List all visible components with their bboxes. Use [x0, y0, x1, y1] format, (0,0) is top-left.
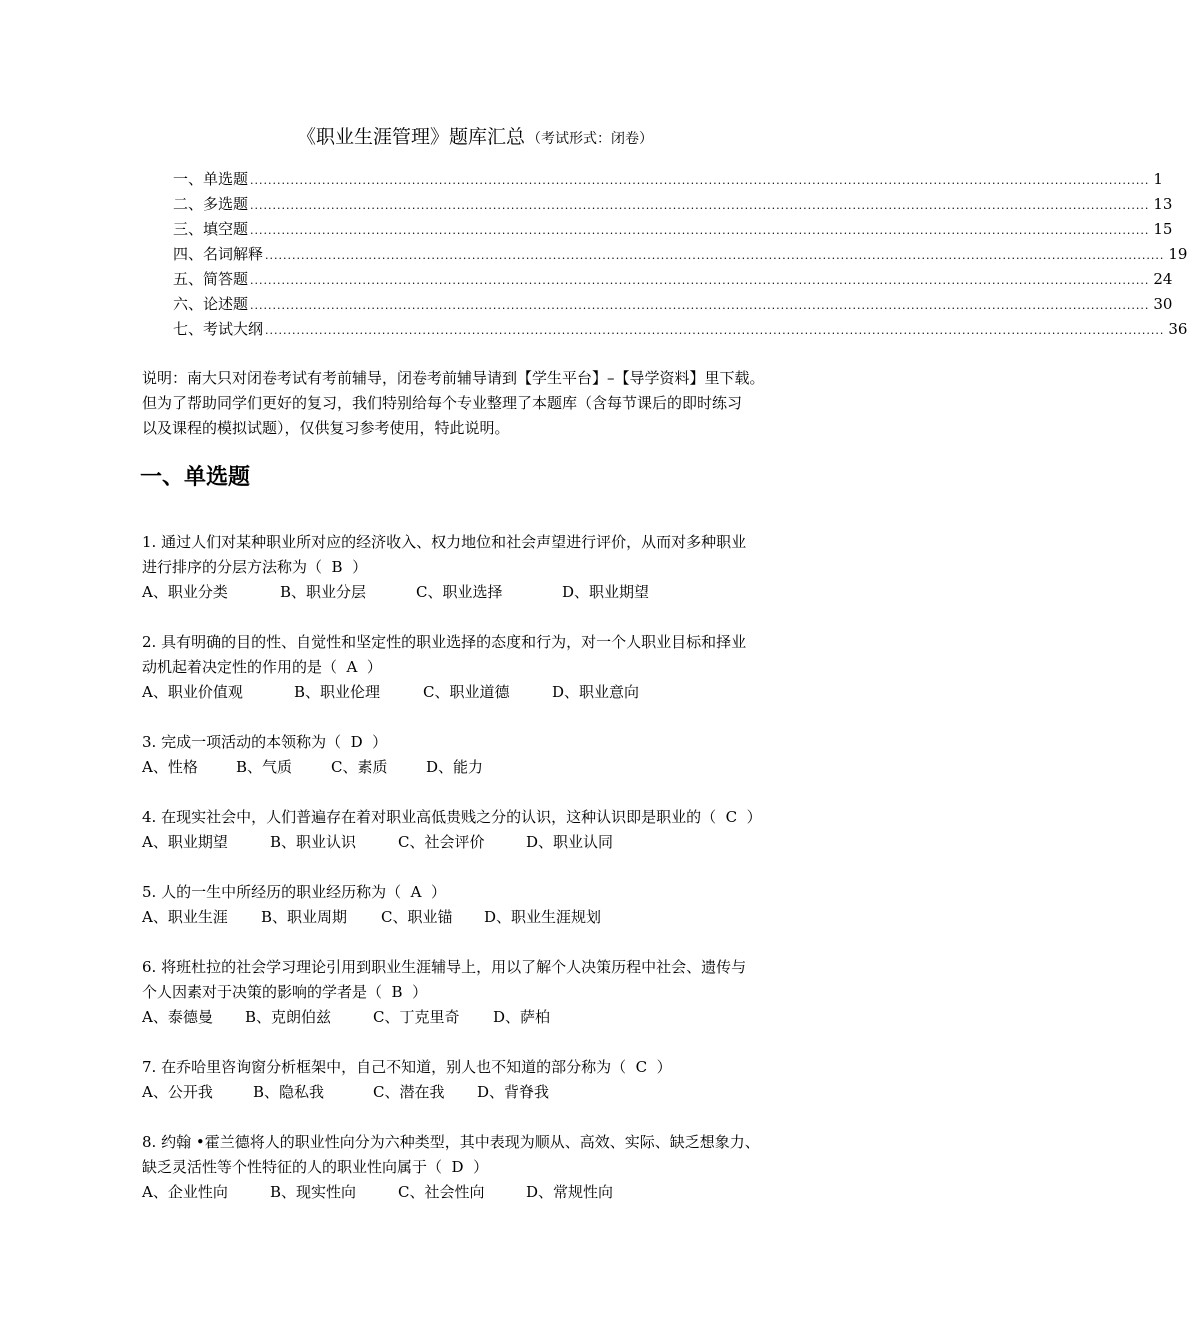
- option-d: D、能力: [426, 758, 484, 776]
- option-d: D、职业意向: [552, 683, 640, 701]
- document-title: 《职业生涯管理》题库汇总: [296, 126, 525, 148]
- question-item: [142, 530, 822, 605]
- option-c: C、职业道德: [423, 683, 510, 701]
- option-c: C、社会性向: [398, 1183, 485, 1201]
- question-list: [142, 530, 822, 1230]
- toc-entry-page: 13: [1153, 195, 1173, 213]
- option-c: C、职业选择: [416, 583, 503, 601]
- option-d: D、职业期望: [562, 583, 650, 601]
- option-a: A、泰德曼: [142, 1008, 213, 1026]
- option-a: A、职业生涯: [142, 908, 228, 926]
- note-line: 但为了帮助同学们更好的复习，我们特别给每个专业整理了本题库（含每节课后的即时练习: [142, 394, 743, 412]
- option-c: C、素质: [331, 758, 388, 776]
- question-stem-line: 个人因素对于决策的影响的学者是（ B ）: [142, 983, 428, 1001]
- toc-entry[interactable]: [173, 193, 1173, 218]
- toc-entry[interactable]: [173, 268, 1173, 293]
- toc-entry-label: 五、简答题: [173, 270, 249, 288]
- option-b: B、职业周期: [261, 908, 348, 926]
- option-d: D、职业生涯规划: [484, 908, 602, 926]
- toc-entry-label: 四、名词解释: [173, 245, 264, 263]
- toc-entry[interactable]: [173, 293, 1173, 318]
- question-stem-line: 进行排序的分层方法称为（ B ）: [142, 558, 368, 576]
- note-line: 说明：南大只对闭卷考试有考前辅导，闭卷考前辅导请到【学生平台】–【导学资料】里下载。: [142, 369, 765, 387]
- toc-entry-label: 三、填空题: [173, 220, 249, 238]
- option-a: A、职业价值观: [142, 683, 243, 701]
- exam-format-note: （考试形式：闭卷）: [527, 131, 653, 147]
- option-a: A、职业期望: [142, 833, 228, 851]
- question-item: [142, 1055, 822, 1105]
- option-a: A、职业分类: [142, 583, 228, 601]
- option-b: B、职业伦理: [294, 683, 381, 701]
- answer-options: [142, 905, 822, 930]
- option-b: B、隐私我: [253, 1083, 325, 1101]
- toc-leader-dots: ........................................................................................................................................................................................................: [265, 324, 1165, 337]
- question-stem-line: 2. 具有明确的目的性、自觉性和坚定性的职业选择的态度和行为，对一个人职业目标和择业: [142, 633, 747, 651]
- table-of-contents: [173, 168, 1187, 343]
- toc-entry-page: 15: [1153, 220, 1173, 238]
- question-item: [142, 805, 822, 855]
- option-b: B、职业认识: [270, 833, 357, 851]
- toc-entry-page: 24: [1153, 270, 1173, 288]
- question-stem-line: 5. 人的一生中所经历的职业经历称为（ A ）: [142, 883, 446, 901]
- answer-options: [142, 830, 822, 855]
- question-stem-line: 8. 约翰 •霍兰德将人的职业性向分为六种类型，其中表现为顺从、高效、实际、缺乏想象力、: [142, 1133, 760, 1151]
- option-d: D、职业认同: [526, 833, 614, 851]
- question-stem-line: 缺乏灵活性等个性特征的人的职业性向属于（ D ）: [142, 1158, 489, 1176]
- toc-entry-label: 一、单选题: [173, 170, 249, 188]
- toc-entry[interactable]: [173, 168, 1163, 193]
- answer-options: [142, 680, 822, 705]
- question-stem-line: 1. 通过人们对某种职业所对应的经济收入、权力地位和社会声望进行评价，从而对多种职业: [142, 533, 747, 551]
- option-b: B、克朗伯兹: [245, 1008, 332, 1026]
- option-a: A、性格: [142, 758, 198, 776]
- question-item: [142, 880, 822, 930]
- toc-entry-page: 1: [1153, 170, 1163, 188]
- toc-leader-dots: ........................................................................................................................................................................................................: [265, 249, 1165, 262]
- option-d: D、背脊我: [477, 1083, 550, 1101]
- toc-entry-page: 36: [1168, 320, 1187, 338]
- question-stem-line: 4. 在现实社会中，人们普遍存在着对职业高低贵贱之分的认识，这种认识即是职业的（ C ）: [142, 808, 762, 826]
- note-line: 以及课程的模拟试题），仅供复习参考使用，特此说明。: [142, 419, 510, 437]
- answer-options: [142, 580, 822, 605]
- option-b: B、气质: [236, 758, 293, 776]
- answer-options: [142, 1180, 822, 1205]
- question-item: [142, 630, 822, 705]
- toc-leader-dots: ........................................................................................................................................................................................................: [250, 174, 1150, 187]
- question-item: [142, 730, 822, 780]
- toc-entry-page: 30: [1153, 295, 1173, 313]
- toc-entry[interactable]: [173, 318, 1187, 343]
- toc-entry-label: 七、考试大纲: [173, 320, 264, 338]
- option-d: D、萨柏: [493, 1008, 551, 1026]
- option-d: D、常规性向: [526, 1183, 614, 1201]
- toc-entry-label: 二、多选题: [173, 195, 249, 213]
- toc-leader-dots: ........................................................................................................................................................................................................: [250, 224, 1150, 237]
- answer-options: [142, 1080, 822, 1105]
- option-c: C、潜在我: [373, 1083, 445, 1101]
- option-c: C、职业锚: [381, 908, 453, 926]
- toc-leader-dots: ........................................................................................................................................................................................................: [250, 274, 1150, 287]
- option-a: A、公开我: [142, 1083, 213, 1101]
- option-b: B、职业分层: [280, 583, 367, 601]
- question-item: [142, 955, 822, 1030]
- toc-entry-page: 19: [1168, 245, 1187, 263]
- option-c: C、丁克里奇: [373, 1008, 460, 1026]
- toc-entry[interactable]: [173, 243, 1187, 268]
- question-item: [142, 1130, 822, 1205]
- question-stem-line: 3. 完成一项活动的本领称为（ D ）: [142, 733, 388, 751]
- section-heading: 一、单选题: [140, 465, 251, 490]
- answer-options: [142, 755, 822, 780]
- question-stem-line: 动机起着决定性的作用的是（ A ）: [142, 658, 382, 676]
- option-b: B、现实性向: [270, 1183, 357, 1201]
- option-c: C、社会评价: [398, 833, 485, 851]
- toc-entry[interactable]: [173, 218, 1173, 243]
- question-stem-line: 7. 在乔哈里咨询窗分析框架中，自己不知道，别人也不知道的部分称为（ C ）: [142, 1058, 672, 1076]
- answer-options: [142, 1005, 822, 1030]
- document-title-line: [0, 124, 950, 152]
- toc-entry-label: 六、论述题: [173, 295, 249, 313]
- toc-leader-dots: ........................................................................................................................................................................................................: [250, 199, 1150, 212]
- question-stem-line: 6. 将班杜拉的社会学习理论引用到职业生涯辅导上，用以了解个人决策历程中社会、遗传与: [142, 958, 747, 976]
- toc-leader-dots: ........................................................................................................................................................................................................: [250, 299, 1150, 312]
- exam-note: [142, 366, 817, 441]
- option-a: A、企业性向: [142, 1183, 228, 1201]
